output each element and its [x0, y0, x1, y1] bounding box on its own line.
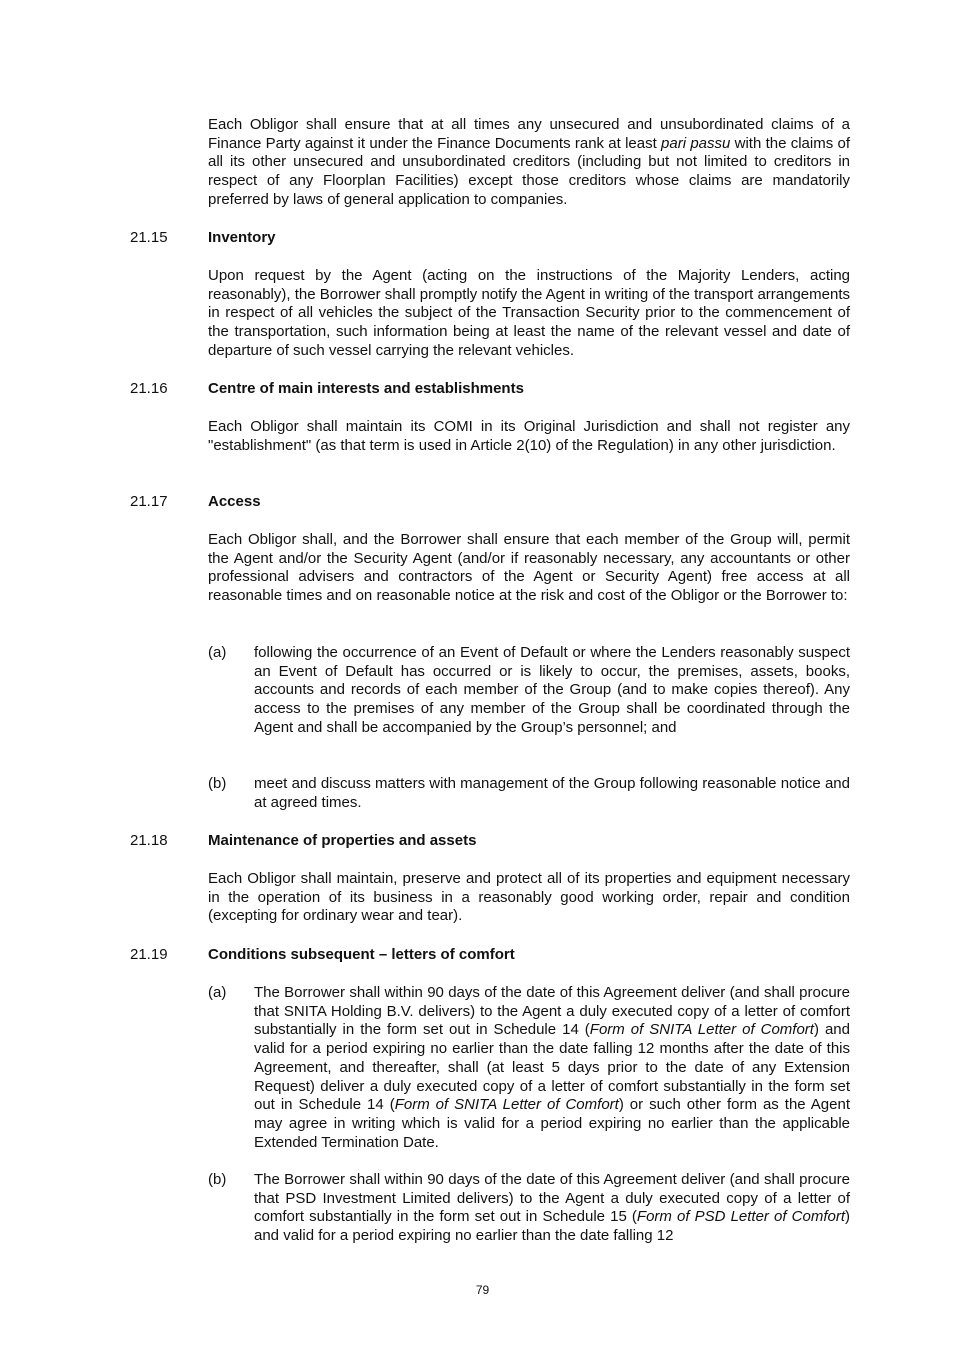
schedule-title: Form of SNITA Letter of Comfort	[394, 1096, 619, 1114]
clause-number: 21.19	[130, 946, 168, 963]
intro-italic-term: pari passu	[661, 134, 731, 152]
intro-text-continued: with the claims of all its other unsecured and unsubordinated creditors (including but not limited to creditors in respect of any Floorplan Facilities) except those creditors whose claims are mandatorily preferred by laws of general application to companies.	[208, 134, 850, 208]
clause-heading: Centre of main interests and establishments	[208, 380, 524, 397]
page-number: 79	[475, 1283, 490, 1297]
clause-number: 21.16	[130, 380, 168, 397]
clause-number: 21.18	[130, 832, 168, 849]
intro-paragraph	[208, 116, 850, 210]
clause-number: 21.17	[130, 493, 168, 510]
list-item-text: The Borrower shall within 90 days of the date of this Agreement deliver (and shall procure that PSD Investment Limited delivers) to the Agent a duly executed copy of a letter of comfort substantially in the form set out in Schedule 15 (Form of PSD Letter of Comfort) and valid for a period expiring no earlier than the date falling 12	[254, 1171, 850, 1245]
list-item-label: (a)	[208, 984, 227, 1001]
clause-body: Each Obligor shall maintain, preserve and protect all of its properties and equipment necessary in the operation of its business in a reasonably good working order, repair and condition (excepting for ordinary wear and tear).	[208, 870, 850, 925]
clause-heading: Conditions subsequent – letters of comfort	[208, 946, 515, 963]
list-item-text: The Borrower shall within 90 days of the date of this Agreement deliver (and shall procure that SNITA Holding B.V. delivers) to the Agent a duly executed copy of a letter of comfort substantially in the form set out in Schedule 14 (Form of SNITA Letter of Comfort) and valid for a period expiring no earlier than the date falling 12 months after the date of this Agreement, and thereafter, shall (at least 5 days prior to the date of any Extension Request) deliver a duly executed copy of a letter of comfort substantially in the form set out in Schedule 14 (Form of SNITA Letter of Comfort) or such other form as the Agent may agree in writing which is valid for a period expiring no earlier than the applicable Extended Termination Date.	[254, 984, 850, 1151]
intro-text: Each Obligor shall ensure that at all times any unsecured and unsubordinated claims of a Finance Party against it under the Finance Documents rank at least	[208, 116, 850, 152]
clause-number: 21.15	[130, 229, 168, 246]
clause-heading: Inventory	[208, 229, 276, 246]
clause-body: Each Obligor shall maintain its COMI in its Original Jurisdiction and shall not register any "establishment" (as that term is used in Article 2(10) of the Regulation) in any other jurisdiction.	[208, 418, 850, 454]
clause-heading: Maintenance of properties and assets	[208, 832, 477, 849]
list-item-label: (b)	[208, 1171, 227, 1188]
list-item-text: following the occurrence of an Event of Default or where the Lenders reasonably suspect an Event of Default has occurred or is likely to occur, the premises, assets, books, accounts and records of each member of the Group (and to make copies thereof). Any access to the premises of any member of the Group shall be coordinated through the Agent and shall be accompanied by the Group’s personnel; and	[254, 644, 850, 736]
schedule-title: Form of SNITA Letter of Comfort	[589, 1021, 814, 1039]
clause-heading: Access	[208, 493, 261, 510]
list-item-label: (b)	[208, 775, 227, 792]
list-item-label: (a)	[208, 644, 227, 661]
list-item-text: meet and discuss matters with management of the Group following reasonable notice and at agreed times.	[254, 775, 850, 811]
clause-body: Upon request by the Agent (acting on the instructions of the Majority Lenders, acting reasonably), the Borrower shall promptly notify the Agent in writing of the transport arrangements in respect of all vehicles the subject of the Transaction Security prior to the commencement of the transportation, such information being at least the name of the relevant vessel and date of departure of such vessel carrying the relevant vehicles.	[208, 267, 850, 359]
schedule-title: Form of PSD Letter of Comfort	[636, 1208, 845, 1226]
clause-body: Each Obligor shall, and the Borrower shall ensure that each member of the Group will, permit the Agent and/or the Security Agent (and/or if reasonably necessary, any accountants or other professional advisers and contractors of the Agent or Security Agent) free access at all reasonable times and on reasonable notice at the risk and cost of the Obligor or the Borrower to:	[208, 531, 850, 605]
